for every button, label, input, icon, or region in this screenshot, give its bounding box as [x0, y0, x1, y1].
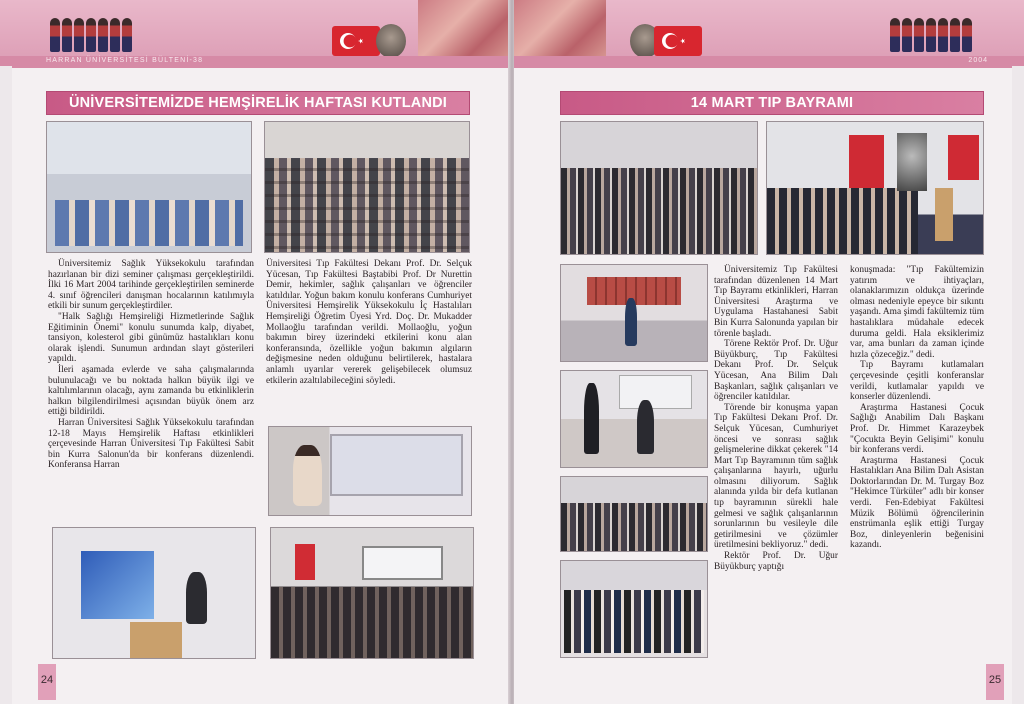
- paragraph: İleri aşamada evlerde ve saha çalışmalarında bulunulacağı ve bu noktada halkın büyük ilgi ve kaltılımlarının olacağı, aynı zamanda bu etkinliklerin halkın bilgilendirilmesi açısından büyük önem arz ettiği bildirildi.: [48, 364, 254, 418]
- left-column-1: [48, 259, 254, 471]
- page-number: 24: [38, 664, 56, 700]
- banner-collage-image: [418, 0, 510, 60]
- lecture-podium-photo: [52, 527, 256, 659]
- paragraph: Rektör Prof. Dr. Uğur Büyükburç yaptığı: [714, 551, 838, 572]
- concert-musicians-photo: [560, 370, 708, 468]
- concert-audience-photo: [560, 476, 708, 552]
- paragraph: konuşmada: "Tıp Fakültemizin yatırım ve ihtiyaçları, olanaklarımızın oldukça üzerinde olması nedeniyle epeyce bir sıkıntı yaşandı. Ama şimdi fakültemiz tüm hastalıklara müdahale edecek duruma geldi. Hala eksiklerimiz var, ama bunları da zaman içinde hızla çözeceğiz." dedi.: [850, 265, 984, 360]
- paragraph: Araştırma Hastanesi Çocuk Hastalıkları Ana Bilim Dalı Asistan Doktorlarından Dr. M. Turgay Boz "Hekimce Türküler" adlı bir konser verdi. Fen-Edebiyat Fakültesi Müzik Bölümü öğrencilerinin enstrümanla eşlik ettiği Turgay Boz, dinleyenlerin beğenisini kazandı.: [850, 455, 984, 551]
- ceremony-audience-photo: [560, 121, 758, 255]
- conference-hall-photo: [270, 527, 474, 659]
- left-column-2: [266, 259, 472, 386]
- right-column-2: [850, 265, 984, 551]
- paragraph: Üniversitemiz Tıp Fakültesi tarafından düzenlenen 14 Mart Tıp Bayramı etkinlikleri, Harran Üniversitesi Araştırma ve Uygulama Hastahanesi Sabit Bin Kurra Salonunda yapılan bir törenle başladı.: [714, 265, 838, 339]
- paragraph: Araştırma Hastanesi Çocuk Sağlığı Anabilim Dalı Başkanı Prof. Dr. Himmet Karazeybek "Çocukta Beyin Gelişimi" konulu bir konferans verdi.: [850, 402, 984, 456]
- classroom-photo: [46, 121, 252, 253]
- folk-dancers-image: [50, 12, 142, 52]
- left-page: [0, 0, 510, 704]
- folk-dancers-image: [890, 12, 982, 52]
- banner-collage-image: [514, 0, 606, 60]
- paragraph: Törene Rektör Prof. Dr. Uğur Büyükburç, Tıp Fakültesi Dekanı Prof. Dr. Selçuk Yücesan, Ana Bilim Dalı Başkanları, sağlık çalışanları ve öğrenciler katıldılar.: [714, 339, 838, 403]
- paragraph: Harran Üniversitesi Sağlık Yüksekokulu tarafından 12-18 Mayıs Hemşirelik Haftası etkinlikleri çerçevesinde Harran Üniversitesi Tıp Fakültesi Sabit bin Kurra Salonun'da bir konferans düzenlendi. Konferansa Harran: [48, 417, 254, 471]
- ataturk-portrait-icon: [376, 24, 406, 58]
- paragraph: "Halk Sağlığı Hemşireliği Hizmetlerinde Sağlık Eğitiminin Önemi" konulu sunumda kalp, diyabet, tansiyon, kolesterol gibi günümüz hastalıkları konu olarak işlendi. Sunumun ardından slayt gösterileri yapıldı.: [48, 311, 254, 365]
- right-page: [514, 0, 1024, 704]
- left-headline: ÜNİVERSİTEMİZDE HEMŞİRELİK HAFTASI KUTLANDI: [46, 91, 470, 115]
- page-edge: [0, 66, 12, 704]
- stage-speaker-photo: [560, 264, 708, 362]
- paragraph: Üniversitemiz Sağlık Yüksekokulu tarafından hazırlanan bir dizi seminer çalışması gerçekleştirildi. İlki 16 Mart 2004 tarihinde gerçekleştirilen seminerde 4. sınıf öğrencileri danışman hocalarının katılımıyla etkili bir sunum gerçekleştirdiler.: [48, 259, 254, 312]
- bulletin-year: 2004: [968, 57, 988, 64]
- right-column-1: [714, 265, 838, 572]
- ceremony-podium-photo: [766, 121, 984, 255]
- right-headline: 14 MART TIP BAYRAMI: [560, 91, 984, 115]
- page-edge: [1012, 66, 1024, 704]
- page-banner: [0, 0, 509, 66]
- page-banner: [514, 0, 1024, 66]
- page-number: 25: [986, 664, 1004, 700]
- audience-photo: [264, 121, 470, 253]
- group-standing-photo: [560, 560, 708, 658]
- turkish-flag-icon: [332, 26, 380, 56]
- paragraph: Tıp Bayramı kutlamaları çerçevesinde çeşitli konferanslar verildi, kutlamalar yapıldı ve konserler düzenlendi.: [850, 360, 984, 403]
- bulletin-title: HARRAN ÜNİVERSİTESİ BÜLTENİ-38: [46, 57, 204, 64]
- turkish-flag-icon: [654, 26, 702, 56]
- paragraph: Üniversitesi Tıp Fakültesi Dekanı Prof. Dr. Selçuk Yücesan, Tıp Fakültesi Baştabibi Prof. Dr Nurettin Demir, hekimler, sağlık çalışanları ve öğrenciler katıldılar. Yoğun bakım konulu konferans Cumhuriyet Üniversitesi Hemşirelik Yüksekokulu İç Hastalıları Hemşireliği Öğretim Üyesi Yrd. Doç. Dr. Mukadder Mollaoğlu tarafından verildi. Mollaoğlu, yoğun bakımın birey üzerindeki etkilerini konu alan konferansında, özellikle yoğun bakımın algıların değişmesine neden olduğunu belirtilerek, hastalara anlamlı uyarılar vererek gelişebilecek olumsuz etkilerin azaltılabileceğini söyledi.: [266, 259, 472, 386]
- speaker-screen-photo: [268, 426, 472, 516]
- paragraph: Törende bir konuşma yapan Tıp Fakültesi Dekanı Prof. Dr. Selçuk Yücesan, Cumhuriyet öncesi ve sonrası sağlık gelişmelerine dikkat çekerek "14 Mart Tıp Bayramının tüm sağlık çalışanlarına hayırlı, uğurlu olmasını diliyorum. Sağlık alanında yılda bir defa kutlanan tıp bayramının sürekli hale gelmesi ve sağlık çalışanlarının sorunlarının bu vesileyle dile getirilmesini ve çözümler üretilmesini bekliyoruz." dedi.: [714, 402, 838, 551]
